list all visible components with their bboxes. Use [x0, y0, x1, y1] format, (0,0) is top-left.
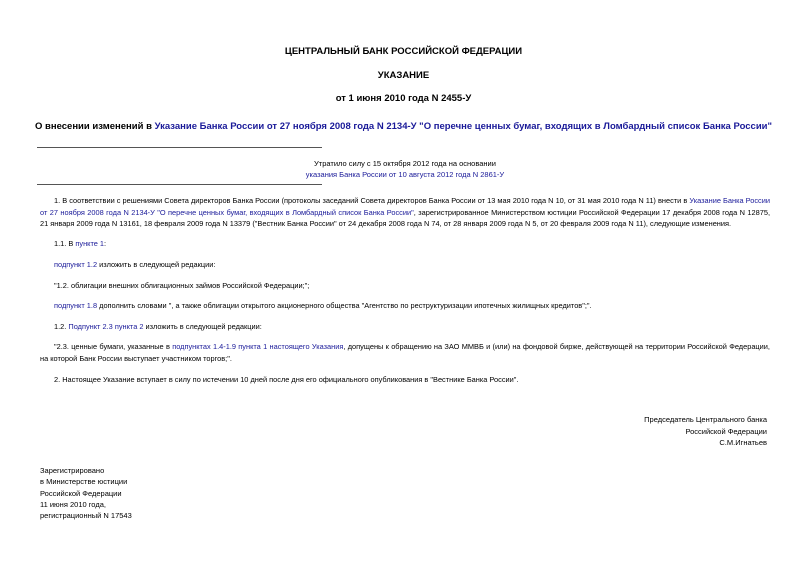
registration-block [40, 465, 132, 521]
q23-text: "2.3. ценные бумаги, указанные в [54, 342, 173, 351]
paragraph-1 [40, 195, 770, 230]
p1-text: 1. В соответствии с решениями Совета директоров Банка России (протоколы заседаний Совета директоров Банка России от 13 мая 2010 года N 10, от 31 мая 2010 года N 11) внести в [54, 196, 690, 205]
paragraph-quote-1-2: "1.2. облигации внешних облигационных займов Российской Федерации;"; [54, 281, 310, 290]
p12-text-2: изложить в следующей редакции: [143, 322, 262, 331]
p11-text: 1.1. В [54, 239, 76, 248]
sub18-text: дополнить словами ", а также облигации открытого акционерного общества "Агентство по реструктуризации ипотечных жилищных кредитов";". [97, 301, 592, 310]
registration-line-2: в Министерстве юстиции [40, 477, 128, 487]
registration-line-4: 11 июня 2010 года, [40, 499, 106, 509]
registration-line-5: регистрационный N 17543 [40, 511, 132, 521]
signature-country: Российской Федерации [685, 426, 767, 436]
doc-type: УКАЗАНИЕ [377, 70, 430, 81]
p12-link[interactable]: Подпункт 2.3 пункта 2 [68, 322, 144, 331]
signature-block [644, 414, 767, 449]
registration-line-1: Зарегистрировано [40, 466, 105, 475]
q23-text-2: , допущены к обращению на ЗАО ММВБ и (или) на фондовой бирже, действующей на территории Российской Федерации, на которой Банк России выступает участником торгов;". [40, 342, 770, 363]
sub12-text: изложить в следующей редакции: [97, 260, 216, 269]
divider-top [37, 147, 322, 148]
subject-prefix: О внесении изменений в [34, 121, 155, 132]
expired-link[interactable]: указания Банка России от 10 августа 2012 года N 2861-У [305, 170, 505, 179]
doc-subject [0, 121, 807, 133]
paragraph-sub-1-8 [54, 300, 770, 312]
paragraph-1-2 [54, 321, 770, 333]
sub18-link[interactable]: подпункт 1.8 [54, 301, 98, 310]
p1-text-2: , зарегистрированное Министерством юстиции Российской Федерации 17 декабря 2008 года N 12875, 21 января 2009 года N 13161, 18 февраля 2009 года N 13379 ("Вестник Банка России" от 24 декабря 2008 года N 74, от 28 января 2009 года N 5, от 20 февраля 2009 года N 11), следующие изменения. [40, 207, 770, 228]
expired-note [200, 158, 610, 180]
p11-text-2: : [104, 239, 107, 248]
org-title: ЦЕНТРАЛЬНЫЙ БАНК РОССИЙСКОЙ ФЕДЕРАЦИИ [284, 46, 523, 57]
signature-name: С.М.Игнатьев [719, 438, 767, 447]
paragraph-2: 2. Настоящее Указание вступает в силу по истечении 10 дней после дня его официального опубликования в "Вестнике Банка России". [54, 375, 519, 384]
p1-link[interactable]: Указание Банка России от 27 ноября 2008 года N 2134-У "О перечне ценных бумаг, входящих в Ломбардный список Банка России" [40, 196, 771, 217]
paragraph-quote-2-3 [40, 341, 770, 364]
registration-line-3: Российской Федерации [40, 488, 122, 498]
subject-link[interactable]: Указание Банка России от 27 ноября 2008 года N 2134-У "О перечне ценных бумаг, входящих в Ломбардный список Банка России" [154, 121, 773, 132]
signature-title: Председатель Центрального банка [644, 415, 767, 424]
doc-date-number: от 1 июня 2010 года N 2455-У [335, 93, 472, 104]
paragraph-1-1 [54, 238, 770, 250]
q23-link[interactable]: подпунктах 1.4-1.9 пункта 1 настоящего Указания [172, 342, 344, 351]
expired-text: Утратило силу с 15 октября 2012 года на основании [314, 159, 496, 168]
sub12-link[interactable]: подпункт 1.2 [54, 260, 98, 269]
p11-link[interactable]: пункте 1 [75, 239, 105, 248]
paragraph-sub-1-2 [54, 259, 770, 271]
p12-text: 1.2. [54, 322, 69, 331]
divider-bottom [37, 184, 322, 185]
